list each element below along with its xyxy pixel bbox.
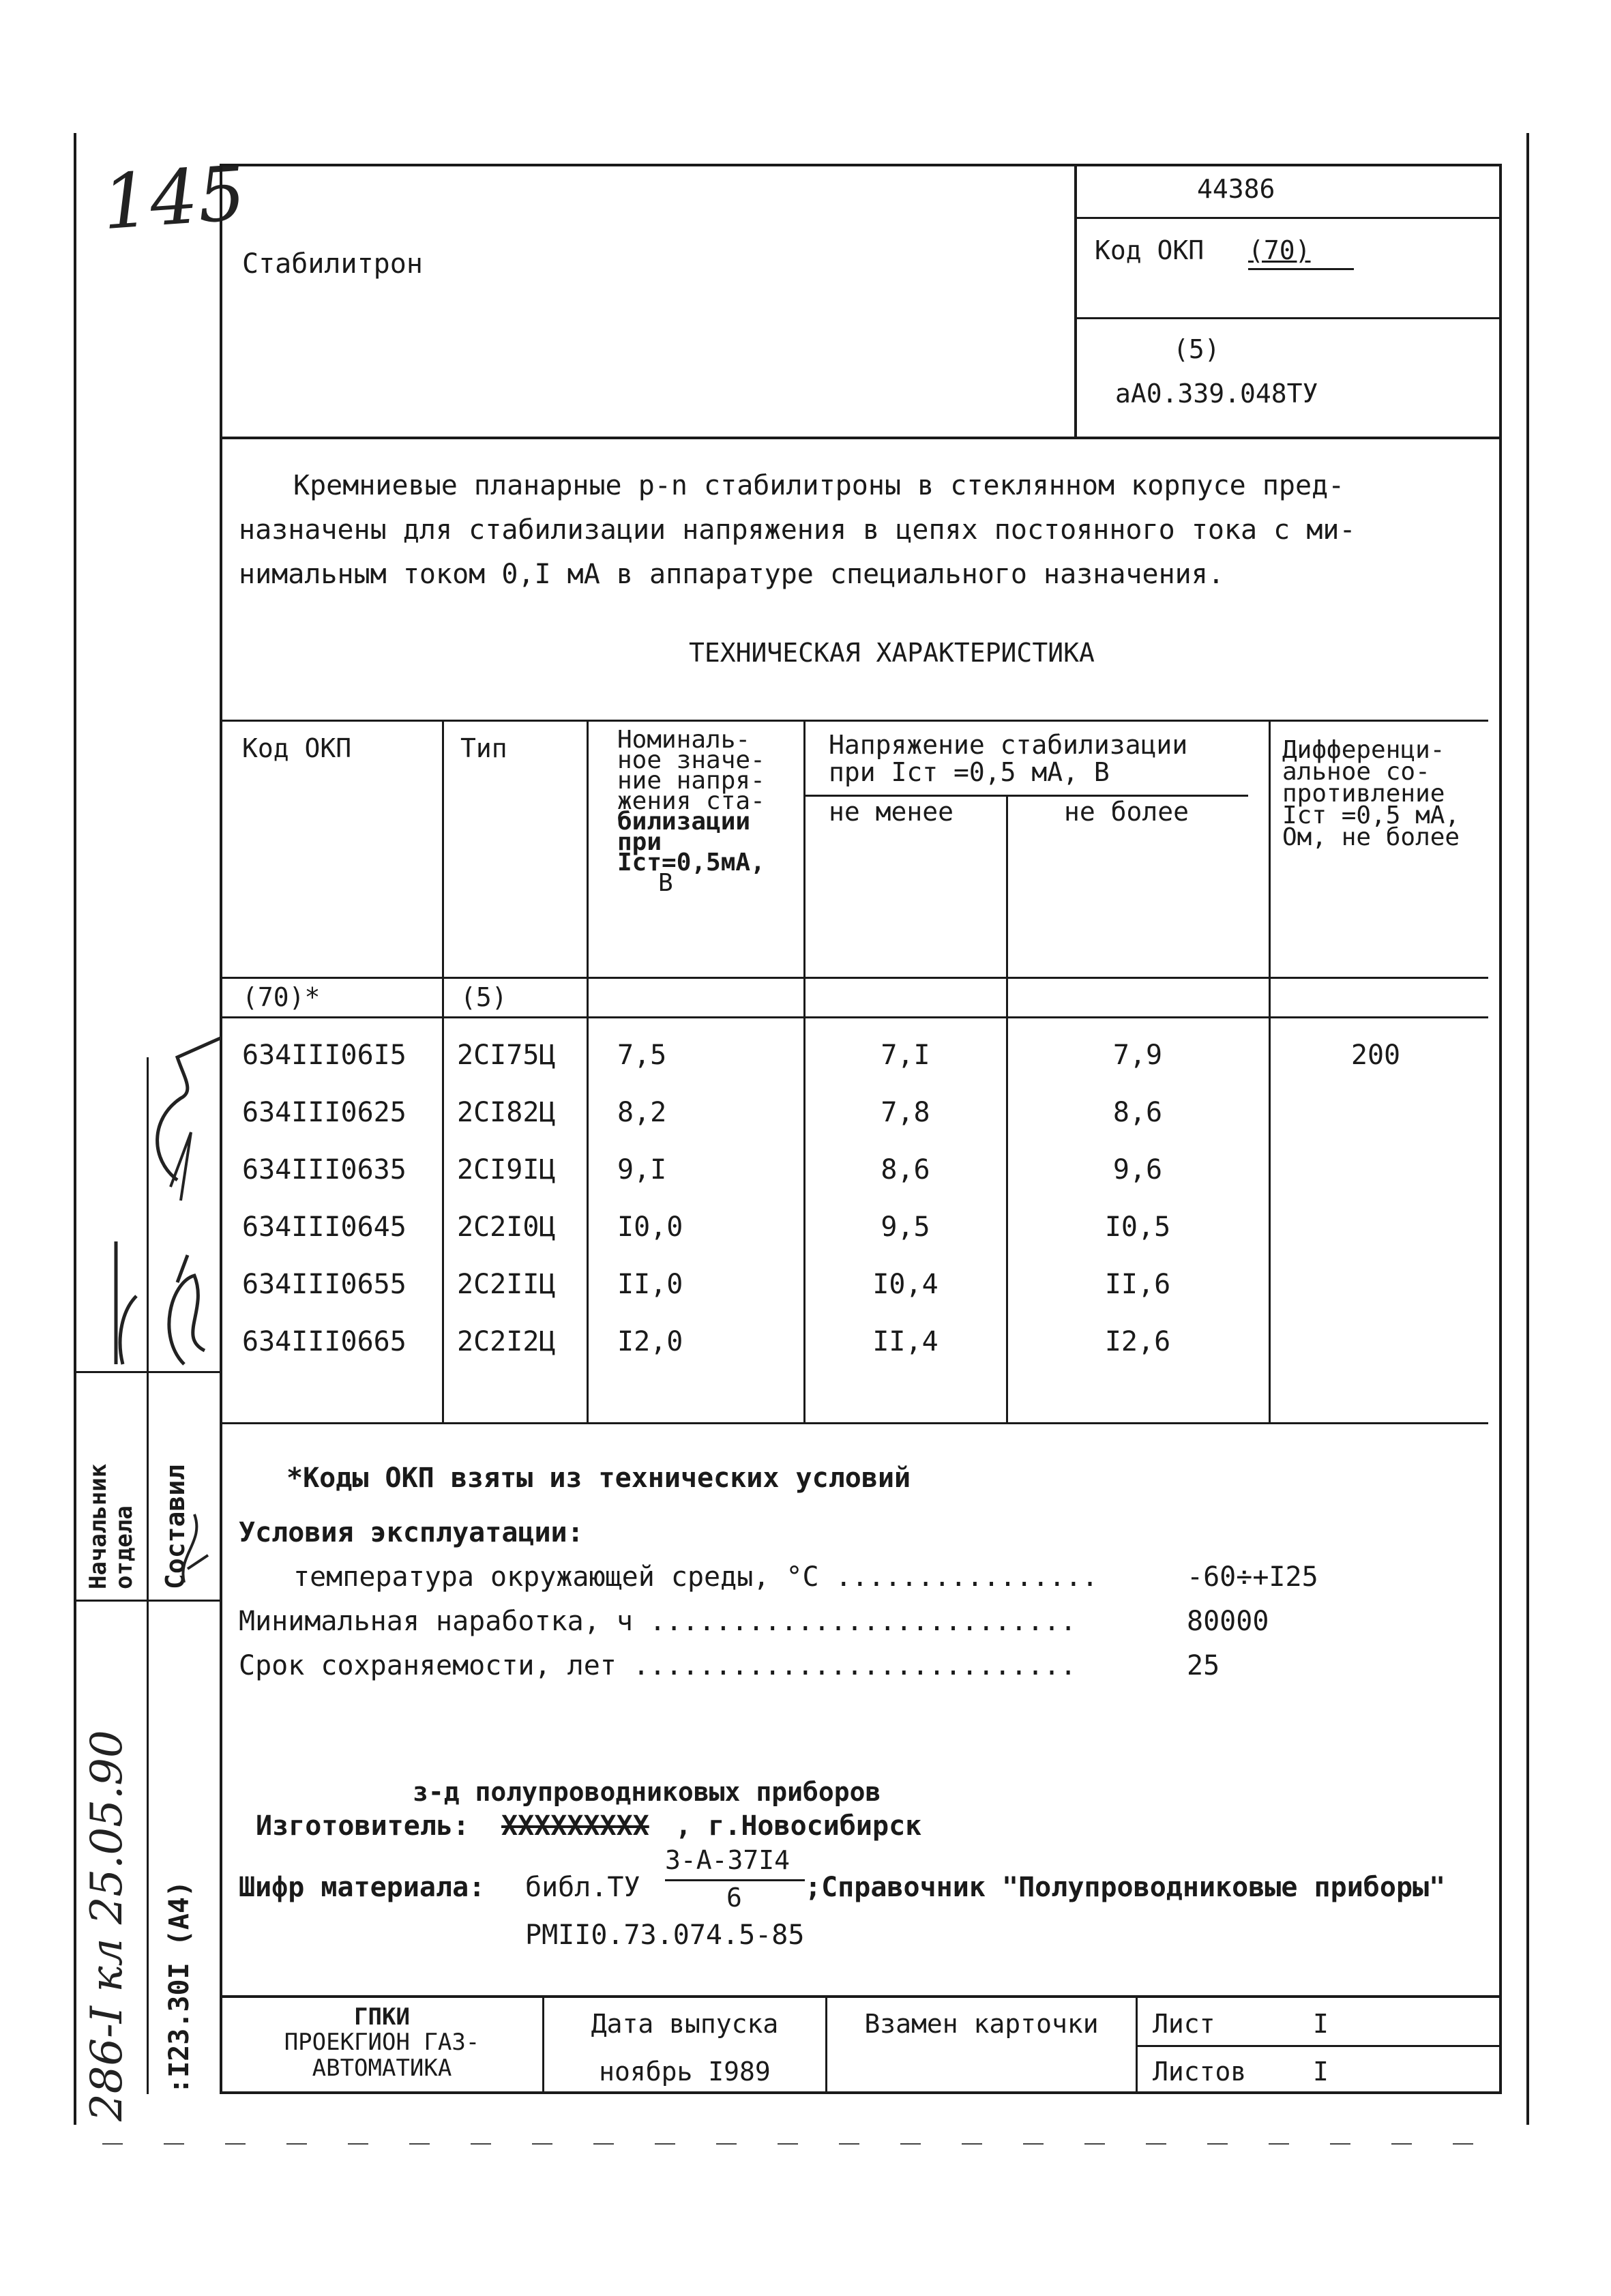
min-time-label: Минимальная наработка, ч .......................... (239, 1606, 1077, 1637)
cell-min: II,4 (872, 1326, 938, 1357)
temp-label: температура окружающей среды, °С ................ (293, 1561, 1099, 1593)
table-bottom-line (220, 1422, 1488, 1424)
table-col-divider-1 (442, 720, 444, 1422)
footer-sheets-label: Листов (1153, 2057, 1247, 2087)
cell-okp-code: 634III0625 (242, 1097, 407, 1128)
header-nominal (617, 726, 801, 897)
nominal-line: ние напря- (617, 767, 765, 795)
diff-line: альное со- (1282, 758, 1430, 786)
cipher-fraction-line (665, 1879, 805, 1881)
cell-nominal: 7,5 (617, 1040, 667, 1071)
footer-sheet-divider (1136, 2045, 1502, 2047)
header-max: не более (1064, 797, 1189, 827)
table-header-bottom-line (220, 977, 1488, 979)
cell-type: 2С2IIЦ (457, 1269, 556, 1300)
cell-nominal: I0,0 (617, 1211, 683, 1243)
header-bottom-line (220, 437, 1502, 439)
cell-nominal: 8,2 (617, 1097, 667, 1128)
okp-label: Код ОКП (1095, 235, 1204, 265)
nominal-line: ное значе- (617, 746, 765, 774)
sidebar-registration: 286-I кл 25.05.90 (82, 1730, 132, 2121)
diff-line: Ом, не более (1282, 823, 1460, 851)
cell-max: 9,6 (1112, 1154, 1163, 1186)
conditions-title: Условия эксплуатации: (239, 1517, 584, 1548)
nominal-line: при (617, 828, 662, 856)
description-line-3: нимальным током 0,I мА в аппаратуре специального назначения. (239, 559, 1224, 590)
description-line-2: назначены для стабилизации напряжения в цепях постоянного тока с ми- (239, 514, 1356, 546)
nominal-line: жения ста- (617, 787, 765, 815)
signature-line-1 (116, 1241, 136, 1364)
footer-sheet-value: I (1313, 2009, 1329, 2039)
index-okp: (70)* (242, 982, 321, 1012)
cell-min: 8,6 (881, 1154, 930, 1186)
cell-max: I0,5 (1104, 1211, 1171, 1243)
footer-org-3: АВТОМАТИКА (312, 2055, 452, 2082)
nominal-line: Номиналь- (617, 726, 751, 754)
cell-nominal: I2,0 (617, 1326, 683, 1357)
cell-type: 2С2I0Ц (457, 1211, 556, 1243)
manufacturer-city: , г.Новосибирск (675, 1810, 922, 1842)
diff-line: Дифференци- (1282, 736, 1445, 764)
signature-composed (169, 1255, 205, 1364)
manufacturer-label: Изготовитель: (256, 1810, 470, 1842)
cell-type: 2С2I2Ц (457, 1326, 556, 1357)
okp-value: (70) (1248, 235, 1311, 265)
storage-value: 25 (1187, 1650, 1220, 1681)
header-type: Тип (460, 733, 507, 763)
diff-line: Iст =0,5 мА, (1282, 801, 1460, 829)
header-divider-vertical (1074, 164, 1077, 438)
header-divider-1 (1074, 217, 1502, 219)
cell-type: 2СI82Ц (457, 1097, 556, 1128)
doc-number: 44386 (1197, 174, 1275, 204)
table-top-line (220, 720, 1488, 722)
signature-head (158, 1030, 221, 1180)
table-index-row-line (220, 1016, 1488, 1018)
cell-diff: 200 (1350, 1040, 1401, 1071)
nominal-line: билизации (617, 808, 751, 836)
cell-min: 7,I (881, 1040, 930, 1071)
sidebar-composed-label: Составил (160, 1464, 190, 1589)
section-title: ТЕХНИЧЕСКАЯ ХАРАКТЕРИСТИКА (689, 638, 1095, 668)
cell-okp-code: 634III06I5 (242, 1040, 407, 1071)
cipher-numerator: 3-А-37I4 (665, 1845, 790, 1875)
cell-nominal: II,0 (617, 1269, 683, 1300)
min-time-value: 80000 (1187, 1606, 1269, 1637)
table-col-divider-2 (587, 720, 589, 1422)
cell-max: 7,9 (1112, 1040, 1163, 1071)
cipher-denominator: 6 (726, 1883, 742, 1913)
description-line-1: Кремниевые планарные p-n стабилитроны в стеклянном корпусе пред- (293, 470, 1345, 501)
footer-date-label: Дата выпуска (591, 2009, 779, 2039)
header-okp-code: Код ОКП (242, 733, 352, 763)
cell-max: I2,6 (1104, 1326, 1171, 1357)
cell-okp-code: 634III0655 (242, 1269, 407, 1300)
manufacturer-plant: з-д полупроводниковых приборов (413, 1777, 881, 1807)
header-diff (1282, 737, 1487, 851)
manufacturer-crossed: XXXXXXXXX (501, 1810, 649, 1842)
signature-date (183, 1514, 208, 1583)
footer-sheet-label: Лист (1153, 2009, 1215, 2039)
header-divider-2 (1074, 317, 1502, 319)
footer-top-line (220, 1995, 1502, 1998)
tu-code: аА0.339.048ТУ (1115, 379, 1318, 409)
cell-min: 9,5 (881, 1211, 930, 1243)
cipher-reference: ;Справочник "Полупроводниковые приборы" (805, 1872, 1446, 1903)
sidebar-head-label: Начальник отдела (85, 1463, 138, 1589)
index-type: (5) (460, 982, 507, 1012)
footnote: *Коды ОКП взяты из технических условий (286, 1462, 911, 1494)
cell-okp-code: 634III0645 (242, 1211, 407, 1243)
handwritten-page-number: 145 (99, 149, 249, 247)
cipher-lib: библ.ТУ (525, 1872, 640, 1903)
cell-nominal: 9,I (617, 1154, 667, 1186)
footer-sheets-value: I (1313, 2057, 1329, 2087)
cell-okp-code: 634III0635 (242, 1154, 407, 1186)
temp-value: -60÷+I25 (1187, 1561, 1318, 1593)
signature-marks (75, 955, 221, 1637)
cipher-label: Шифр материала: (239, 1872, 486, 1903)
cell-max: 8,6 (1112, 1097, 1163, 1128)
cipher-reference-2: РМII0.73.074.5-85 (525, 1919, 805, 1951)
tu-index: (5) (1173, 334, 1220, 364)
header-stab-voltage-1: Напряжение стабилизации (829, 730, 1188, 760)
cell-okp-code: 634III0665 (242, 1326, 407, 1357)
bottom-dashed-line (102, 2143, 1501, 2145)
footer-org-2: ПРОЕКГИОН ГАЗ- (284, 2029, 480, 2056)
table-col-divider-3 (803, 720, 806, 1422)
sidebar-stamp: :I23.30I (А4) (164, 1880, 195, 2094)
header-min: не менее (829, 797, 954, 827)
footer-replace-label: Взамен карточки (864, 2009, 1099, 2039)
cell-type: 2СI9IЦ (457, 1154, 556, 1186)
nominal-line: В (658, 869, 673, 897)
signature-head-2 (171, 1132, 191, 1201)
header-stab-voltage-2: при Iст =0,5 мА, В (829, 757, 1110, 787)
cell-min: 7,8 (881, 1097, 930, 1128)
right-border-line (1526, 133, 1529, 2125)
cell-min: I0,4 (872, 1269, 938, 1300)
footer-date-value: ноябрь I989 (599, 2057, 771, 2087)
cell-max: II,6 (1104, 1269, 1171, 1300)
footer-org-1: ГПКИ (354, 2003, 410, 2031)
diff-line: противление (1282, 780, 1445, 808)
okp-underline (1248, 268, 1354, 270)
card-title: Стабилитрон (242, 248, 423, 280)
nominal-line: Iст=0,5мА, (617, 849, 765, 877)
storage-label: Срок сохраняемости, лет ........................... (239, 1650, 1077, 1681)
table-col-divider-5 (1269, 720, 1271, 1422)
cell-type: 2СI75Ц (457, 1040, 556, 1071)
